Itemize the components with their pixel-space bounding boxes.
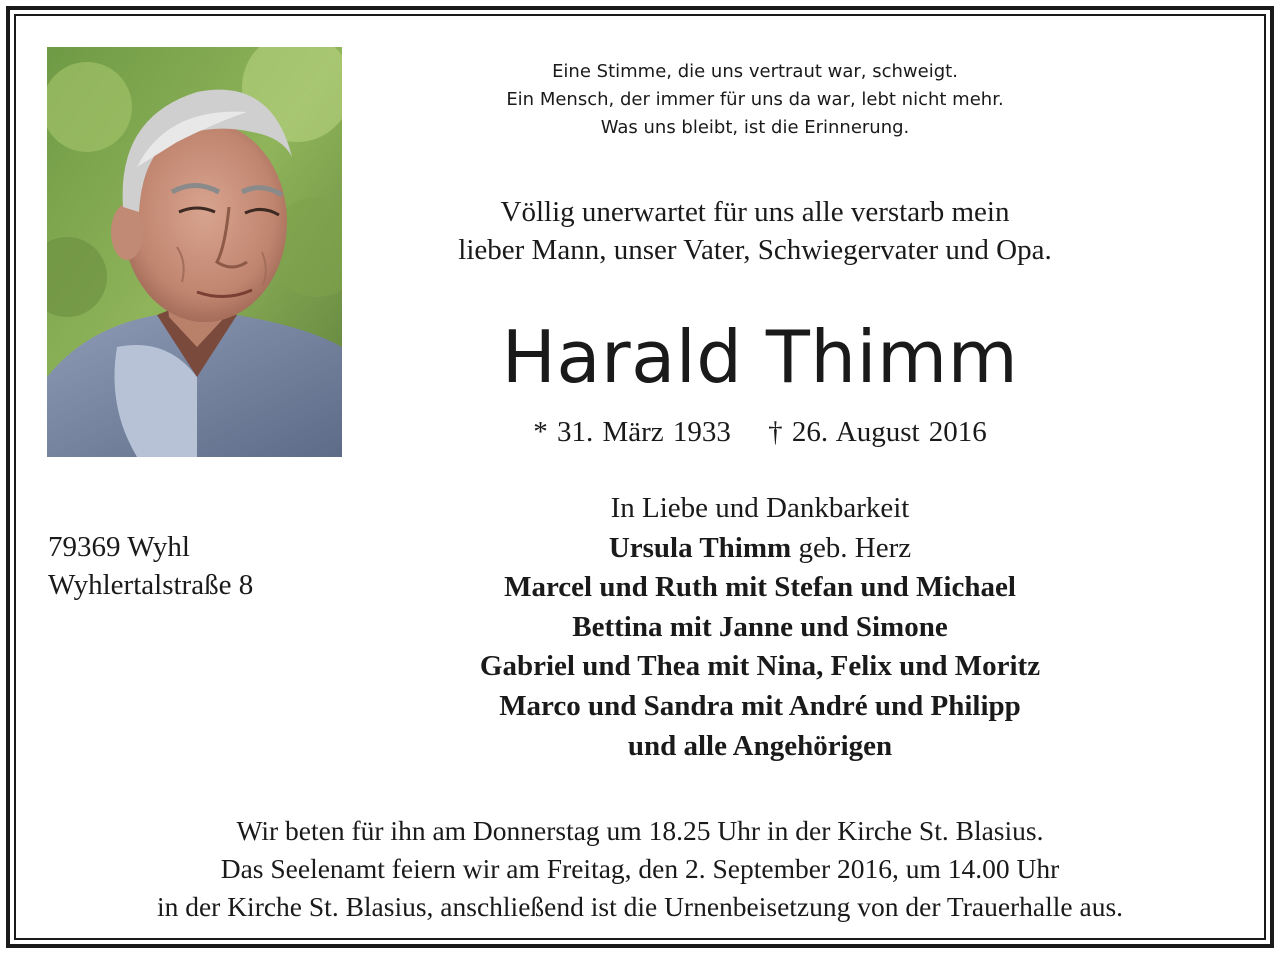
service-line: in der Kirche St. Blasius, anschließend ist die Urnenbeisetzung von der Trauerhalle aus. [156,891,1124,922]
address [48,528,348,604]
mourner-line: und alle Angehörigen [627,729,893,762]
poem-line: Eine Stimme, die uns vertraut war, schweigt. [552,61,958,82]
intro-line: Völlig unerwartet für uns alle verstarb mein [500,196,1010,228]
spouse-line [360,529,1160,569]
service-line: Das Seelenamt feiern wir am Freitag, den 2. September 2016, um 14.00 Uhr [220,853,1060,884]
poem-line: Was uns bleibt, ist die Erinnerung. [600,117,910,138]
poem [400,58,1110,142]
service-line: Wir beten für ihn am Donnerstag um 18.25 Uhr in der Kirche St. Blasius. [236,815,1044,846]
death-date: † 26. August 2016 [768,416,987,448]
life-dates [360,413,1160,451]
mourner-line: Marco und Sandra mit André und Philipp [499,689,1021,722]
portrait-photo [47,47,342,457]
deceased-name: Harald Thimm [501,315,1019,399]
service-info [40,812,1240,926]
address-street: Wyhlertalstraße 8 [48,569,254,601]
mourner-line: Bettina mit Janne und Simone [572,610,948,643]
address-city: 79369 Wyhl [48,531,190,563]
intro-line: lieber Mann, unser Vater, Schwiegervater und Opa. [458,234,1052,266]
mourner-line: Gabriel und Thea mit Nina, Felix und Moritz [479,650,1041,683]
announcement-intro [360,193,1150,269]
mourner-line: Marcel und Ruth mit Stefan und Michael [504,571,1016,604]
birth-date: * 31. März 1933 [533,416,731,448]
poem-line: Ein Mensch, der immer für uns da war, lebt nicht mehr. [506,89,1004,110]
mourners-opening: In Liebe und Dankbarkeit [610,492,910,524]
spouse-maiden-name: geb. Herz [791,531,912,564]
spouse-name: Ursula Thimm [608,531,792,564]
mourners [360,489,1160,766]
